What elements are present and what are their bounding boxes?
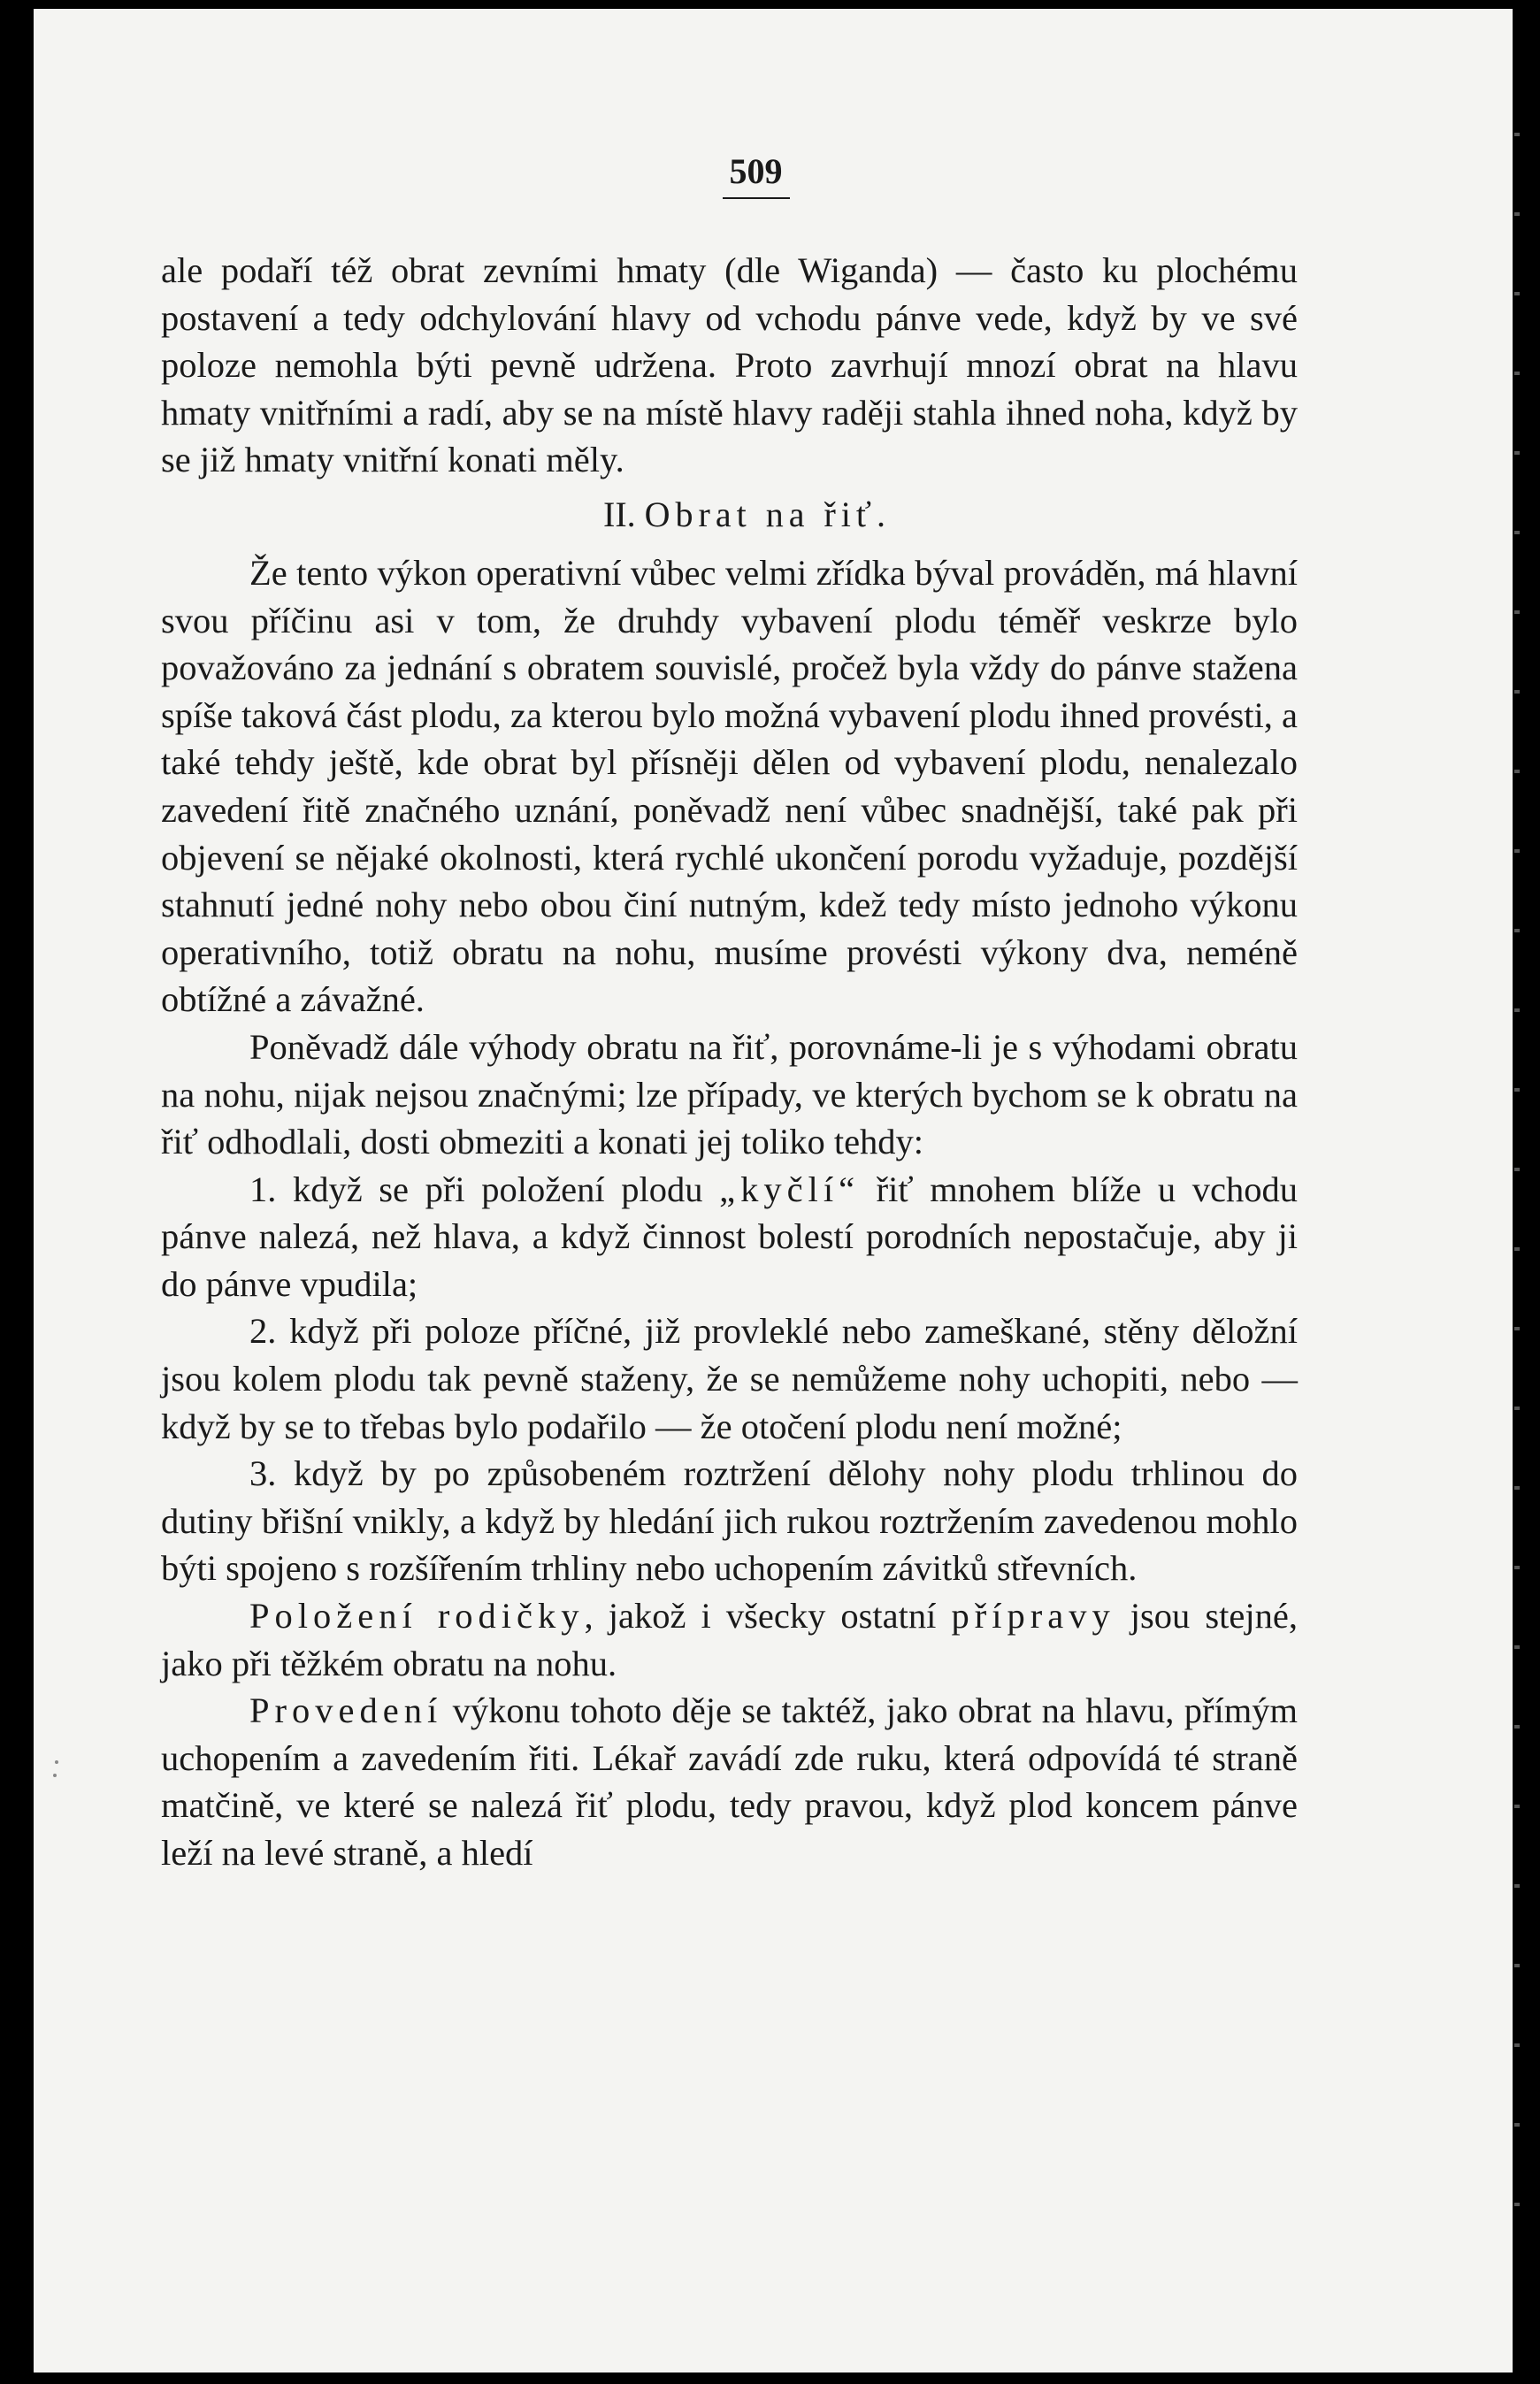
paragraph-5: Provedení výkonu tohoto děje se taktéž, jako obrat na hlavu, přímým uchopením a zavedením řiti. Lékař zavádí zde ruku, která odpovídá té straně matčině, ve které se nalezá řiť plodu, tedy pravou, když plod koncem pánve leží na levé straně, a hledí [161, 1690, 1298, 1873]
page-content [161, 150, 1298, 1877]
paragraph-4: Položení rodičky, jakož i všecky ostatní přípravy jsou stejné, jako při těžkém obratu na nohu. [161, 1596, 1298, 1683]
paragraph-3: Poněvadž dále výhody obratu na řiť, porovnáme-li je s výhodami obratu na nohu, nijak nejsou značnými; lze případy, ve kterých bychom se k obratu na řiť odhodlali, dosti obmeziti a konati jej toliko tehdy: [161, 1026, 1298, 1162]
list-item-3: 3. když by po způsobeném roztržení dělohy nohy plodu trhlinou do dutiny břišní vnikly, a když by hledání jich rukou roztržením zavedenou mohlo býti spojeno s rozšířením trhliny nebo uchopením závitků střevních. [161, 1453, 1298, 1589]
list-item-2: 2. když při poloze příčné, již provleklé nebo zameškané, stěny děložní jsou kolem plodu tak pevně staženy, že se nemůžeme nohy uchopiti, nebo — když by se to třebas bylo podařilo — že otočení plodu není možné; [161, 1311, 1298, 1446]
speck [55, 1760, 58, 1764]
section-title: Obrat na řiť. [644, 494, 891, 534]
paragraph-1: ale podaří též obrat zevními hmaty (dle Wiganda) — často ku plochému postavení a tedy odchylování hlavy od vchodu pánve vede, když by ve své poloze nemohla býti pevně udržena. Proto zavrhují mnozí obrat na hlavu hmaty vnitřními a radí, aby se na místě hlavy raději stahla ihned noha, když by se již hmaty vnitřní konati měly. [161, 250, 1298, 480]
speck [53, 1774, 57, 1777]
paragraph-2: Že tento výkon operativní vůbec velmi zřídka býval prováděn, má hlavní svou příčinu asi v tom, že druhdy vybavení plodu téměř veskrze bylo považováno za jednání s obratem souvislé, pročež byla vždy do pánve stažena spíše taková část plodu, za kterou bylo možná vybavení plodu ihned provésti, a také tehdy ještě, kde obrat byl přísněji dělen od vybavení plodu, nenalezalo zavedení řitě značného uznání, poněvadž není vůbec snadnější, také pak při objevení se nějaké okolnosti, která rychlé ukončení porodu vyžaduje, pozdější stahnutí jedné nohy nebo obou činí nutným, kdež tedy místo jednoho výkonu operativního, totiž obratu na nohu, musíme provésti výkony dva, neméně obtížné a závažné. [161, 552, 1298, 1020]
list-item-1: 1. když se při položení plodu „kyčlí“ řiť mnohem blíže u vchodu pánve nalezá, než hlava, a když činnost bolestí porodních nepostačuje, aby ji do pánve vpudila; [161, 1169, 1298, 1304]
section-number: II. [603, 494, 636, 534]
section-heading [161, 489, 1298, 540]
page-edge-marks [1514, 106, 1520, 2273]
page-number: 509 [161, 150, 1298, 199]
